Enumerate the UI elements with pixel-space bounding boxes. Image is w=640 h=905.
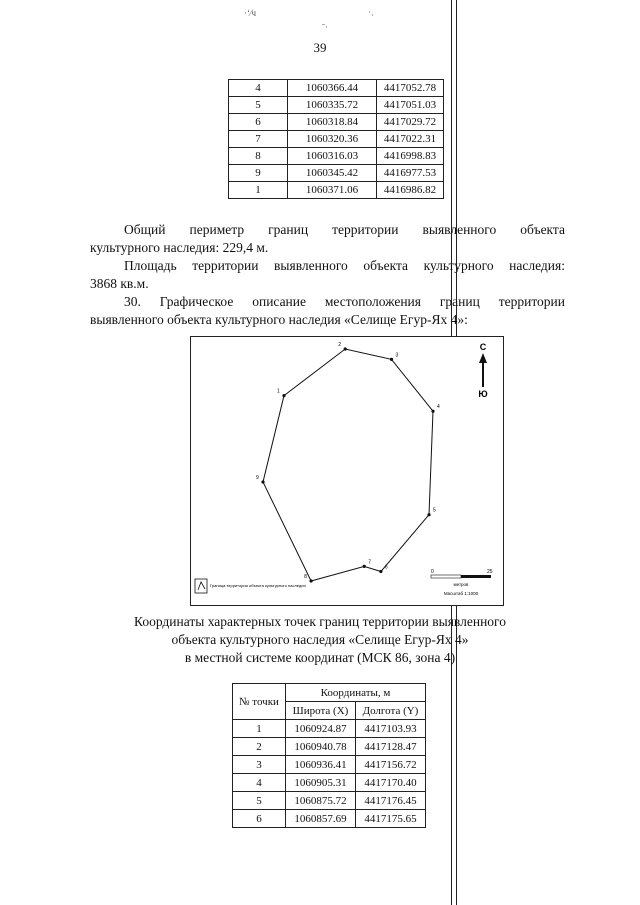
boundary-point-marker <box>282 394 285 397</box>
latitude-cell: 1060875.72 <box>286 792 356 810</box>
latitude-cell: 1060905.31 <box>286 774 356 792</box>
scan-mark: ˉ· <box>322 22 328 32</box>
scale-end: 25 <box>487 569 493 575</box>
legend-text: Граница территории объекта культурного наследия <box>210 583 306 588</box>
north-label: С <box>479 342 487 352</box>
table-row <box>229 97 444 114</box>
longitude-cell: 4417175.65 <box>355 810 425 828</box>
scale-unit: метров <box>453 582 469 587</box>
boundary-point-marker <box>379 570 382 573</box>
longitude-cell: 4417022.31 <box>377 131 444 148</box>
point-number-cell: 6 <box>233 810 286 828</box>
perimeter-text: Общий периметр границ территории выявленного объекта <box>124 222 565 237</box>
point-number-cell: 3 <box>233 756 286 774</box>
point-number-cell: 7 <box>229 131 288 148</box>
point-number-cell: 9 <box>229 165 288 182</box>
area-value: 3868 кв.м. <box>90 276 149 291</box>
boundary-point-label: 9 <box>256 475 259 481</box>
longitude-cell: 4417176.45 <box>355 792 425 810</box>
boundary-point-label: 1 <box>277 388 280 395</box>
legend-box <box>195 579 207 593</box>
table-row <box>229 80 444 97</box>
boundary-map <box>190 336 504 606</box>
item-30-text: 30. Графическое описание местоположения границ территории <box>124 294 565 309</box>
header-point-number: № точки <box>233 684 286 720</box>
boundary-point-marker <box>363 565 366 568</box>
table-row <box>233 756 426 774</box>
legend-symbol-icon <box>198 582 205 590</box>
header-longitude: Долгота (Y) <box>355 702 425 720</box>
header-coordinates: Координаты, м <box>286 684 426 702</box>
south-label: Ю <box>478 389 488 399</box>
table-row <box>229 182 444 199</box>
perimeter-paragraph <box>90 221 565 257</box>
point-number-cell: 4 <box>233 774 286 792</box>
latitude-cell: 1060857.69 <box>286 810 356 828</box>
table-row <box>233 738 426 756</box>
boundary-point-label: 2 <box>338 342 341 348</box>
table-row <box>229 148 444 165</box>
boundary-point-marker <box>431 410 434 413</box>
point-number-cell: 8 <box>229 148 288 165</box>
latitude-cell: 1060335.72 <box>288 97 377 114</box>
boundary-point-marker <box>310 579 313 582</box>
boundary-point-marker <box>261 480 264 483</box>
point-number-cell: 5 <box>233 792 286 810</box>
boundary-point-marker <box>390 358 393 361</box>
table-row <box>229 114 444 131</box>
longitude-cell: 4416998.83 <box>377 148 444 165</box>
latitude-cell: 1060924.87 <box>286 720 356 738</box>
boundary-point-marker <box>427 513 430 516</box>
area-text: Площадь территории выявленного объекта культурного наследия: <box>124 258 565 273</box>
page-number: 39 <box>313 40 327 55</box>
longitude-cell: 4417052.78 <box>377 80 444 97</box>
table-row <box>233 792 426 810</box>
latitude-cell: 1060345.42 <box>288 165 377 182</box>
caption-line: объекта культурного наследия «Селище Егур-Ях 4» <box>171 632 469 647</box>
point-number-cell: 4 <box>229 80 288 97</box>
table-row <box>233 720 426 738</box>
coordinates-table <box>232 683 426 828</box>
header-latitude: Широта (Х) <box>286 702 356 720</box>
longitude-cell: 4417128.47 <box>355 738 425 756</box>
longitude-cell: 4417170.40 <box>355 774 425 792</box>
latitude-cell: 1060316.03 <box>288 148 377 165</box>
scan-mark: ·ʻ⁄ч <box>244 8 257 18</box>
point-number-cell: 1 <box>229 182 288 199</box>
longitude-cell: 4417156.72 <box>355 756 425 774</box>
boundary-point-label: 7 <box>368 559 371 566</box>
map-scale-label: Масштаб 1:1000 <box>443 591 479 596</box>
latitude-cell: 1060320.36 <box>288 131 377 148</box>
scan-mark: ˙· <box>368 10 374 20</box>
longitude-cell: 4416986.82 <box>377 182 444 199</box>
caption-line: в местной системе координат (МСК 86, зона 4) <box>184 650 456 665</box>
boundary-polygon <box>263 349 433 581</box>
longitude-cell: 4417103.93 <box>355 720 425 738</box>
latitude-cell: 1060940.78 <box>286 738 356 756</box>
latitude-cell: 1060318.84 <box>288 114 377 131</box>
boundary-point-label: 5 <box>433 507 436 514</box>
boundary-point-marker <box>344 347 347 350</box>
latitude-cell: 1060371.06 <box>288 182 377 199</box>
point-number-cell: 5 <box>229 97 288 114</box>
boundary-point-label: 3 <box>395 352 399 359</box>
point-number-cell: 2 <box>233 738 286 756</box>
boundary-point-label: 6 <box>384 564 388 571</box>
item-30-paragraph <box>90 293 565 329</box>
latitude-cell: 1060936.41 <box>286 756 356 774</box>
table-row <box>233 774 426 792</box>
longitude-cell: 4416977.53 <box>377 165 444 182</box>
table-row <box>229 165 444 182</box>
caption-line: Координаты характерных точек границ территории выявленного <box>133 614 506 629</box>
point-number-cell: 1 <box>233 720 286 738</box>
boundary-map-svg <box>191 337 503 605</box>
latitude-cell: 1060366.44 <box>288 80 377 97</box>
perimeter-text-cont: культурного наследия: 229,4 м. <box>90 240 269 255</box>
north-arrow-icon <box>479 353 487 387</box>
point-number-cell: 6 <box>229 114 288 131</box>
coordinates-table-continued <box>228 79 444 199</box>
longitude-cell: 4417051.03 <box>377 97 444 114</box>
table-caption <box>100 613 540 667</box>
longitude-cell: 4417029.72 <box>377 114 444 131</box>
boundary-point-label: 4 <box>437 404 440 411</box>
area-paragraph <box>90 257 565 293</box>
table-row <box>229 131 444 148</box>
scale-start: 0 <box>431 569 434 575</box>
item-30-text-cont: выявленного объекта культурного наследия «Селище Егур-Ях 4»: <box>90 312 468 327</box>
boundary-point-label: 8 <box>304 574 307 580</box>
table-row <box>233 810 426 828</box>
